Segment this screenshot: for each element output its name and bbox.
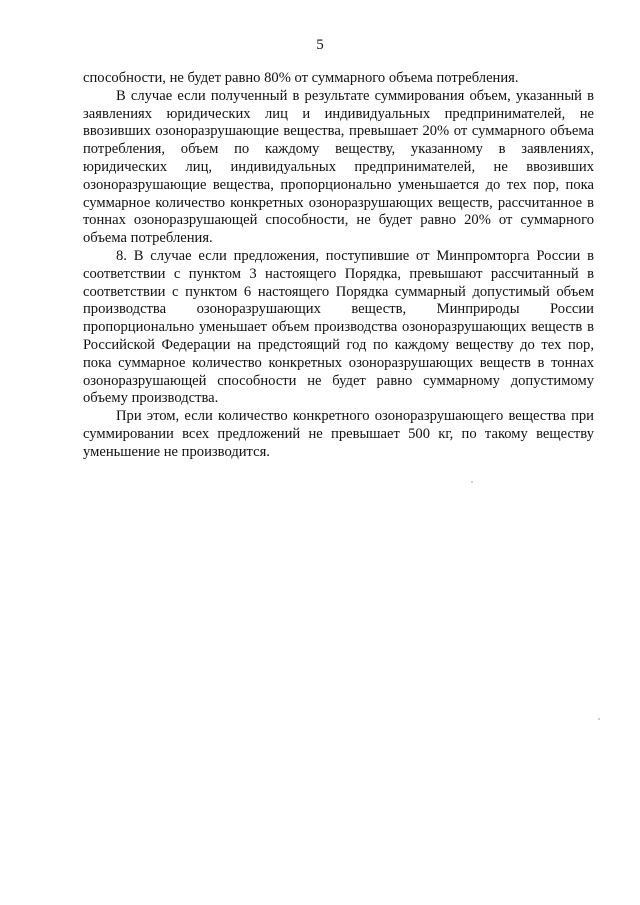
paragraph-non-importers-reduction: В случае если полученный в результате суммирования объем, указанный в заявлениях юридических лиц и индивидуальных предпринимателей, не ввозивших озоноразрушающие вещества, превышает 20% от суммарного объема потребления, объем по каждому веществу, указанному в заявлениях, юридических лиц, индивидуальных предпринимателей, не ввозивших озоноразрушающие вещества, пропорционально уменьшается до тех пор, пока суммарное количество конкретных озоноразрушающих веществ, рассчитанное в тоннах озоноразрушающей способности, не будет равно 20% от суммарного объема потребления. bbox=[83, 87, 594, 247]
paragraph-item-8: 8. В случае если предложения, поступившие от Минпромторга России в соответствии с пунктом 3 настоящего Порядка, превышают рассчитанный в соответствии с пунктом 6 настоящего Порядка суммарный допустимый объем производства озоноразрушающих веществ, Минприроды России пропорционально уменьшает объем производства озоноразрушающих веществ в Российской Федерации на предстоящий год по каждому веществу до тех пор, пока суммарное количество конкретных озоноразрушающих веществ в тоннах озоноразрушающей способности не будет равно суммарному допустимому объему производства. bbox=[83, 247, 594, 407]
scan-speck bbox=[598, 718, 600, 720]
paragraph-500kg-exception: При этом, если количество конкретного озоноразрушающего вещества при суммировании всех предложений не превышает 500 кг, по такому веществу уменьшение не производится. bbox=[83, 408, 594, 460]
document-body bbox=[83, 70, 594, 462]
page-number: 5 bbox=[316, 37, 324, 53]
paragraph-continuation: способности, не будет равно 80% от суммарного объема потребления. bbox=[83, 70, 519, 86]
scan-speck bbox=[471, 481, 473, 483]
